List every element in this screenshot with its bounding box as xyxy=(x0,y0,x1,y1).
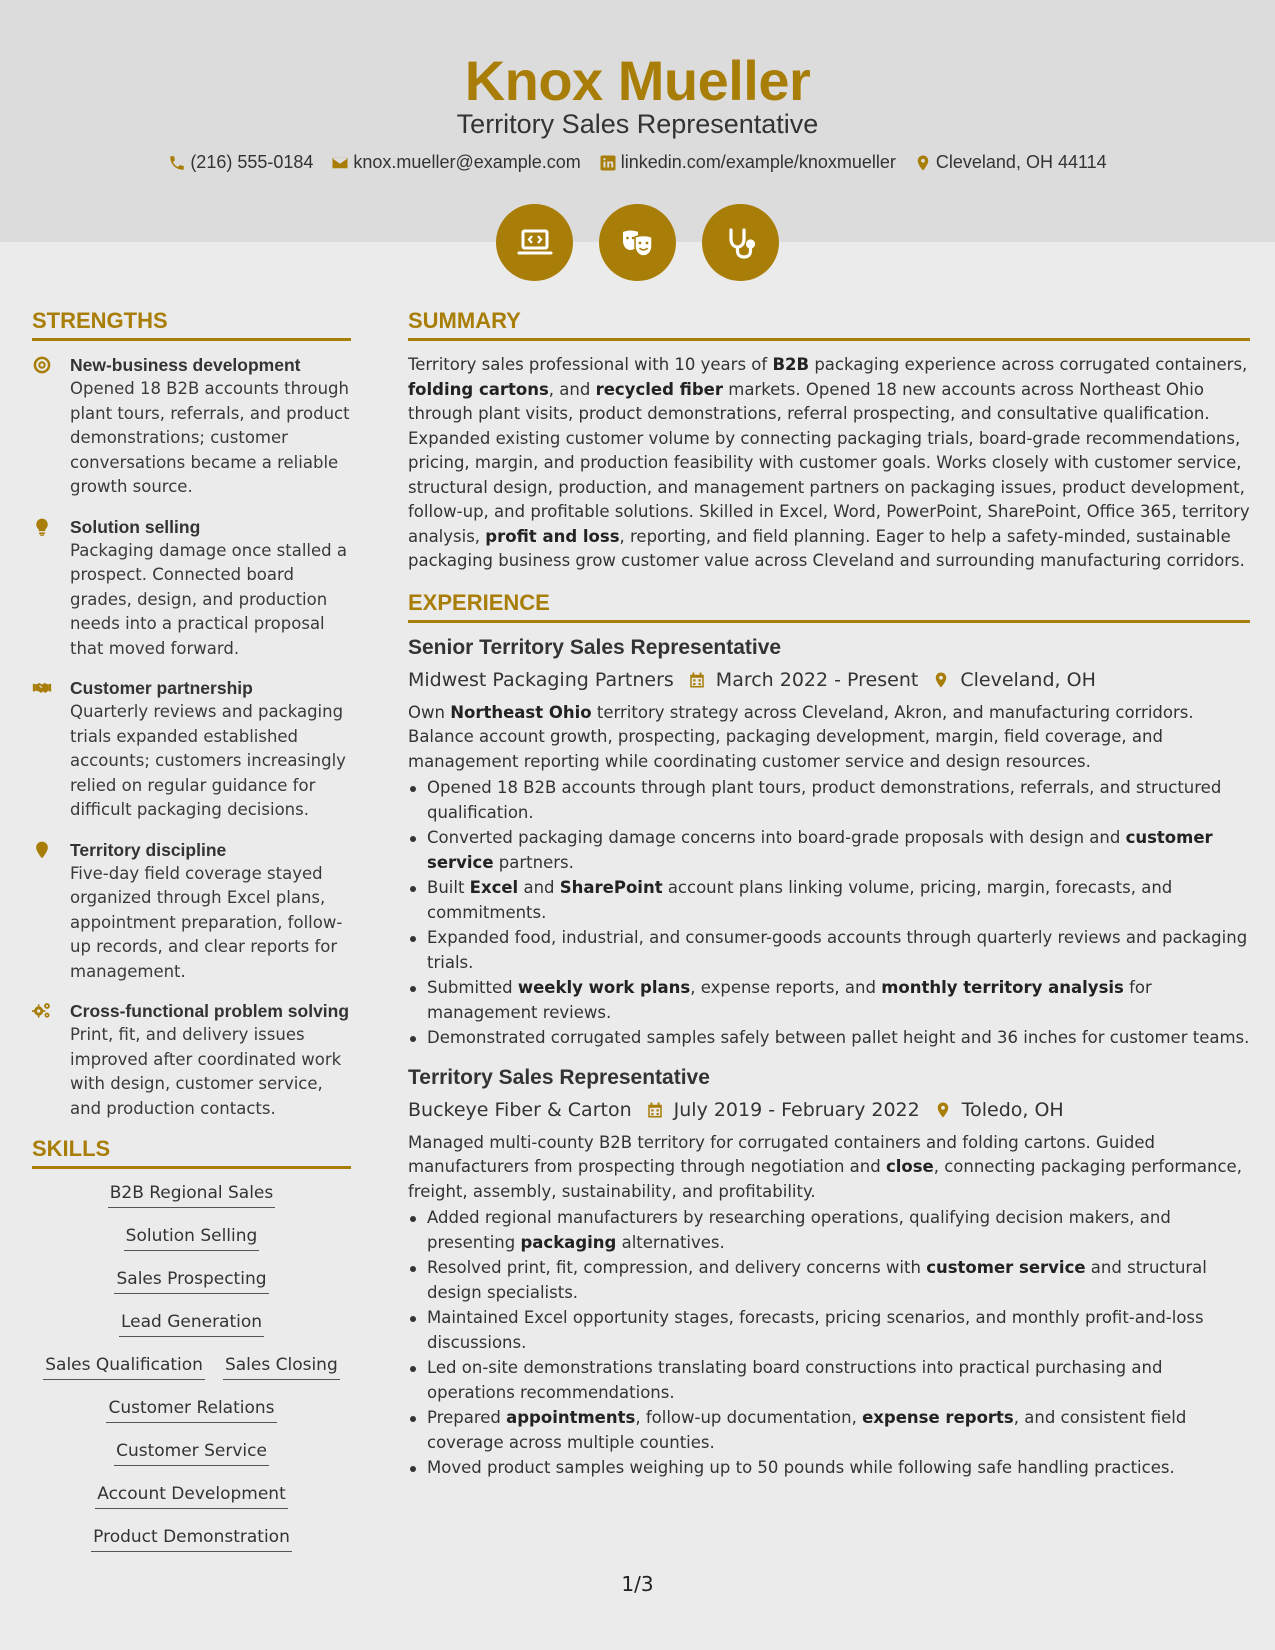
skill-tag: Customer Service xyxy=(114,1439,269,1466)
list-item: Resolved print, fit, compression, and delivery concerns with customer service and structural design specialists. xyxy=(408,1256,1250,1305)
laptop-code-icon xyxy=(515,223,555,263)
list-item: Submitted weekly work plans, expense reports, and monthly territory analysis for management reviews. xyxy=(408,976,1250,1025)
list-item: Led on-site demonstrations translating board constructions into practical purchasing and operations recommendations. xyxy=(408,1356,1250,1405)
contact-bar xyxy=(0,152,1275,173)
location-pin-icon xyxy=(914,154,932,172)
skill-tag: Solution Selling xyxy=(124,1224,260,1251)
list-item: Converted packaging damage concerns into board-grade proposals with design and customer service partners. xyxy=(408,826,1250,875)
map-pin-icon xyxy=(32,840,52,860)
job-bullets xyxy=(408,1206,1250,1481)
right-column xyxy=(408,308,1250,1495)
job-entry xyxy=(408,635,1250,1051)
location-pin-icon xyxy=(932,671,950,689)
job-entry xyxy=(408,1065,1250,1481)
job-description: Managed multi-county B2B territory for corrugated containers and folding cartons. Guided manufacturers from prospecting through negotiation and close, connecting packaging performance, freight, assembly, sustainability, and profitability. xyxy=(408,1132,1242,1201)
skills-list xyxy=(32,1181,351,1552)
list-item: Maintained Excel opportunity stages, forecasts, pricing scenarios, and monthly profit-and-loss discussions. xyxy=(408,1306,1250,1355)
location-pin-icon xyxy=(934,1101,952,1119)
skill-tag: Product Demonstration xyxy=(91,1525,292,1552)
job-dates: July 2019 - February 2022 xyxy=(673,1098,920,1121)
bullseye-icon xyxy=(32,355,52,375)
strength-item xyxy=(32,838,351,985)
linkedin-text: linkedin.com/example/knoxmueller xyxy=(620,152,896,172)
skill-tag: Account Development xyxy=(95,1482,288,1509)
email-text: knox.mueller@example.com xyxy=(353,152,581,172)
job-location: Toledo, OH xyxy=(961,1098,1064,1121)
contact-location xyxy=(914,152,1107,173)
laptop-code-circle xyxy=(496,204,573,281)
list-item: Built Excel and SharePoint account plans linking volume, pricing, margin, forecasts, and commitments. xyxy=(408,876,1250,925)
left-column xyxy=(32,308,351,1552)
strength-title: New-business development xyxy=(70,355,301,375)
strength-item xyxy=(32,353,351,500)
job-meta xyxy=(408,1097,1250,1123)
job-title: Senior Territory Sales Representative xyxy=(408,635,782,659)
strength-title: Territory discipline xyxy=(70,839,227,860)
linkedin-icon xyxy=(599,154,617,172)
list-item: Opened 18 B2B accounts through plant tours, product demonstrations, referrals, and structured qualification. xyxy=(408,776,1250,825)
job-meta xyxy=(408,667,1250,693)
job-bullets xyxy=(408,776,1250,1051)
interest-icons xyxy=(0,204,1275,281)
job-company: Midwest Packaging Partners xyxy=(408,668,674,691)
strength-desc: Five-day field coverage stayed organized through Excel plans, appointment preparation, follow-up records, and clear reports for management. xyxy=(70,863,343,981)
masks-theater-icon xyxy=(618,223,658,263)
handshake-icon xyxy=(32,678,52,698)
job-location: Cleveland, OH xyxy=(960,668,1096,691)
envelope-icon xyxy=(331,154,349,172)
stethoscope-circle xyxy=(702,204,779,281)
strength-item xyxy=(32,515,351,662)
strength-title: Solution selling xyxy=(70,516,201,537)
job-description: Own Northeast Ohio territory strategy across Cleveland, Akron, and manufacturing corridors. Balance account growth, prospecting, packaging development, margin, field coverage, and management reporting while coordinating customer service and design resources. xyxy=(408,702,1194,771)
strength-item xyxy=(32,676,351,823)
list-item: Prepared appointments, follow-up documentation, expense reports, and consistent field coverage across multiple counties. xyxy=(408,1406,1250,1455)
experience-heading: EXPERIENCE xyxy=(408,590,1250,623)
stethoscope-icon xyxy=(721,223,761,263)
contact-email[interactable] xyxy=(331,152,580,173)
candidate-name: Knox Mueller xyxy=(464,49,811,112)
strength-desc: Opened 18 B2B accounts through plant tours, referrals, and product demonstrations; customer conversations became a reliable growth source. xyxy=(70,379,350,496)
masks-theater-circle xyxy=(599,204,676,281)
list-item: Demonstrated corrugated samples safely between pallet height and 36 inches for customer teams. xyxy=(408,1026,1250,1051)
strength-desc: Quarterly reviews and packaging trials expanded established accounts; customers increasingly relied on regular guidance for difficult packaging decisions. xyxy=(70,702,346,819)
calendar-icon xyxy=(688,671,706,689)
job-title: Territory Sales Representative xyxy=(408,1065,710,1089)
page-number: 1/3 xyxy=(621,1572,654,1596)
list-item: Moved product samples weighing up to 50 pounds while following safe handling practices. xyxy=(408,1456,1250,1481)
location-text: Cleveland, OH 44114 xyxy=(935,152,1107,172)
strength-title: Customer partnership xyxy=(70,678,253,698)
skill-tag: Sales Prospecting xyxy=(114,1267,268,1294)
strength-desc: Print, fit, and delivery issues improved after coordinated work with design, customer service, and production contacts. xyxy=(70,1025,342,1118)
list-item: Expanded food, industrial, and consumer-goods accounts through quarterly reviews and packaging trials. xyxy=(408,926,1250,975)
skills-heading: SKILLS xyxy=(32,1136,351,1169)
skill-tag: Sales Closing xyxy=(223,1353,340,1380)
summary-text: Territory sales professional with 10 years of B2B packaging experience across corrugated containers, folding cartons, and recycled fiber markets. Opened 18 new accounts across Northeast Ohio through plant visits, product demonstrations, referral prospecting, and consultative qualification. Expanded existing customer volume by connecting packaging trials, board-grade recommendations, pricing, margin, and production feasibility with customer goals. Works closely with customer service, structural design, production, and management partners on packaging issues, product development, follow-up, and profitable solutions. Skilled in Excel, Word, PowerPoint, SharePoint, Office 365, territory analysis, profit and loss, reporting, and field planning. Eager to help a safety-minded, sustainable packaging business grow customer value across Cleveland and surrounding manufacturing corridors. xyxy=(408,355,1250,570)
phone-text: (216) 555-0184 xyxy=(190,152,314,172)
gears-icon xyxy=(32,1001,52,1021)
contact-phone[interactable] xyxy=(168,152,313,173)
phone-icon xyxy=(168,154,186,172)
list-item: Added regional manufacturers by researching operations, qualifying decision makers, and presenting packaging alternatives. xyxy=(408,1206,1250,1255)
calendar-icon xyxy=(646,1101,664,1119)
lightbulb-icon xyxy=(32,517,52,537)
skill-tag: B2B Regional Sales xyxy=(108,1181,276,1208)
strength-desc: Packaging damage once stalled a prospect. Connected board grades, design, and production needs into a practical proposal that moved forward. xyxy=(70,540,347,658)
skill-tag: Lead Generation xyxy=(119,1310,264,1337)
job-dates: March 2022 - Present xyxy=(715,668,919,691)
candidate-title: Territory Sales Representative xyxy=(456,109,819,139)
skill-tag: Customer Relations xyxy=(106,1396,276,1423)
skill-tag: Sales Qualification xyxy=(43,1353,205,1380)
job-company: Buckeye Fiber & Carton xyxy=(408,1098,632,1121)
contact-linkedin[interactable] xyxy=(599,152,896,173)
strengths-heading: STRENGTHS xyxy=(32,308,351,341)
summary-heading: SUMMARY xyxy=(408,308,1250,341)
strength-item xyxy=(32,999,351,1121)
strength-title: Cross-functional problem solving xyxy=(70,1001,350,1021)
